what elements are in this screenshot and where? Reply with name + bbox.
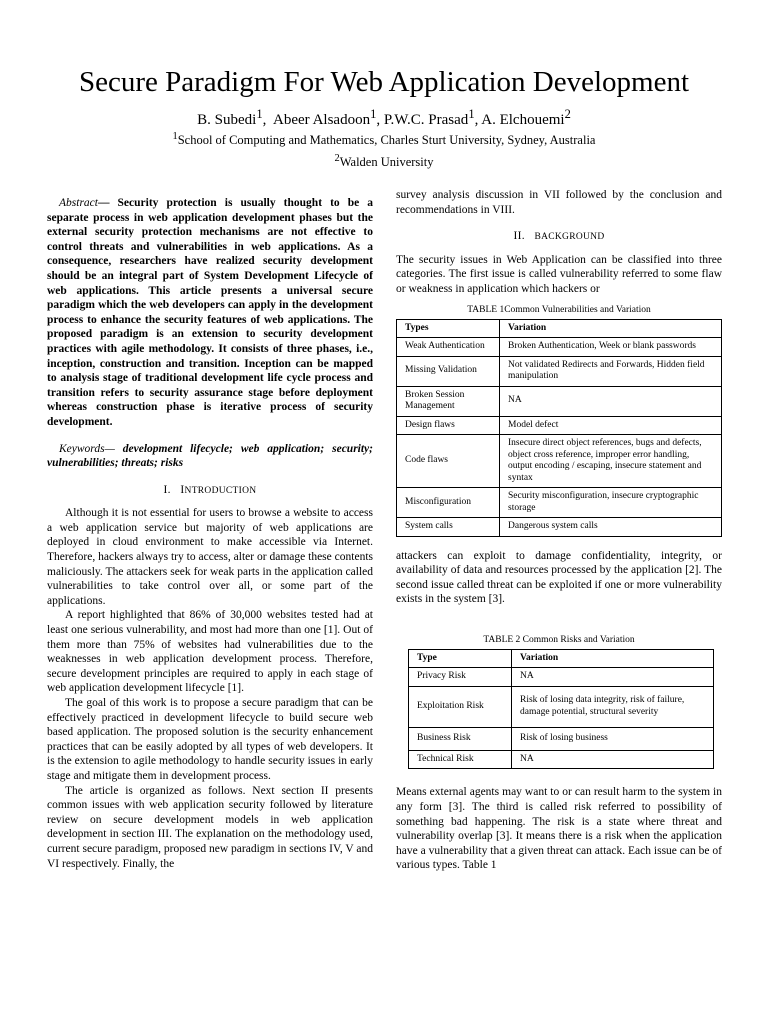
abstract-dash: — xyxy=(97,197,110,209)
paragraph: The goal of this work is to propose a secure paradigm that can be effectively practiced in development lifecycle to build secure web based application. The proposed solution is the security enhancement practices that can be easily adopted by all types of web developers. It is the extension to agile methodology to handle security issues in early stage and mitigate them in development process. xyxy=(47,697,373,782)
keywords-lead: Keywords— xyxy=(59,442,115,455)
abstract xyxy=(47,196,373,430)
table-cell: NA xyxy=(512,750,714,769)
affil-mark: 2 xyxy=(334,153,340,164)
table-cell: Security misconfiguration, insecure cryptographic storage xyxy=(500,488,722,518)
table-row xyxy=(397,435,722,488)
affil-text: School of Computing and Mathematics, Charles Sturt University, Sydney, Australia xyxy=(177,133,596,148)
abstract-lead: Abstract xyxy=(59,197,98,209)
table-cell: System calls xyxy=(397,518,500,537)
table-cell: Technical Risk xyxy=(409,750,512,769)
paper-title: Secure Paradigm For Web Application Development xyxy=(78,66,690,98)
table-header-cell: Variation xyxy=(500,319,722,338)
right-column xyxy=(396,188,722,873)
section-heading-background: II. BACKGROUND xyxy=(513,230,605,243)
paragraph: The article is organized as follows. Next section II presents common issues with web application security followed by literature review on secure development models in web application development in section III. The explanation on the methodology used, current secure paradigm, proposed new paradigm in sections IV, V and VI respectively. Finally, the xyxy=(47,784,373,870)
table-row xyxy=(397,488,722,518)
author-name: B. Subedi xyxy=(197,112,257,128)
author-affil-mark: 1 xyxy=(468,107,475,121)
table-cell: Exploitation Risk xyxy=(409,686,512,727)
table-cell: Weak Authentication xyxy=(397,338,500,357)
author-name: A. Elchouemi xyxy=(481,112,565,128)
table-cell: Broken Session Management xyxy=(397,386,500,416)
left-column xyxy=(47,196,373,871)
table-header-cell: Variation xyxy=(512,649,714,668)
author-name: P.W.C. Prasad xyxy=(383,112,469,128)
section-heading-introduction: I. INTRODUCTION xyxy=(163,483,257,496)
table-cell: Code flaws xyxy=(397,435,500,488)
affiliation-1 xyxy=(0,129,768,148)
table-1-vulnerabilities xyxy=(396,319,722,537)
table-cell: Dangerous system calls xyxy=(500,518,722,537)
author-affil-mark: 1 xyxy=(256,107,263,121)
paragraph: A report highlighted that 86% of 30,000 websites tested had at least one serious vulnerability, and most had more than one [1]. Out of them more than 75% of websites had vulnerabilities due to the weaknesses in web application development process. Therefore, secure development principles are required to apply in each stage of web application development lifecycle [1]. xyxy=(47,609,373,695)
table-row xyxy=(397,416,722,435)
table-cell: Privacy Risk xyxy=(409,668,512,687)
table-cell: Insecure direct object references, bugs and defects, object cross reference, improper error handling, output encoding / escaping, insecure statement and syntax xyxy=(500,435,722,488)
affil-mark: 1 xyxy=(172,131,178,142)
table-cell: Design flaws xyxy=(397,416,500,435)
table-cell: NA xyxy=(512,668,714,687)
author-affil-mark: 1 xyxy=(370,107,377,121)
table-row xyxy=(409,668,714,687)
table-row xyxy=(397,356,722,386)
affil-text: Walden University xyxy=(339,155,434,170)
keywords xyxy=(47,442,373,471)
table-row xyxy=(409,750,714,769)
table-1-caption: TABLE 1Common Vulnerabilities and Variation xyxy=(467,304,651,315)
table-row xyxy=(397,386,722,416)
affiliation-2 xyxy=(0,151,768,170)
author-list: B. Subedi$^1$, Abeer Alsadoon$^1$, P.W.C. Prasad$^1$, A. Elchouemi$^2$ xyxy=(197,107,571,128)
table-row xyxy=(397,338,722,357)
paragraph: attackers can exploit to damage confidentiality, integrity, or availability of data and resources processed by the application [2]. The second issue called threat can be exploited if one or more vulnerability exists in the system [3]. xyxy=(396,549,722,606)
table-header-row xyxy=(409,649,714,668)
keywords-text: development lifecycle; web application; security; vulnerabilities; threats; risks xyxy=(47,442,373,470)
table-header-cell: Type xyxy=(409,649,512,668)
author-affil-mark: 2 xyxy=(564,107,571,121)
table-cell: Risk of losing data integrity, risk of failure, damage potential, structural severity xyxy=(512,686,714,727)
paragraph: Means external agents may want to or can result harm to the system in any form [3]. The third is called risk referred to possibility of something bad happening. The risk is a state where threat and vulnerability overlap [3]. It means there is a risk when the application have a vulnerability that a given threat can attack. Each issue can be of various types. Table 1 xyxy=(396,786,722,872)
table-cell: Misconfiguration xyxy=(397,488,500,518)
table-cell: Missing Validation xyxy=(397,356,500,386)
table-row xyxy=(409,727,714,750)
table-cell: Risk of losing business xyxy=(512,727,714,750)
table-row xyxy=(397,518,722,537)
table-header-row xyxy=(397,319,722,338)
paragraph: The security issues in Web Application can be classified into three categories. The first issue is called vulnerability referred to some flaw or weakness in application which hackers or xyxy=(396,253,722,295)
author-name: Abeer Alsadoon xyxy=(273,112,371,128)
table-2-caption: TABLE 2 Common Risks and Variation xyxy=(483,634,635,645)
table-cell: Not validated Redirects and Forwards, Hidden field manipulation xyxy=(500,356,722,386)
paragraph-continuation: survey analysis discussion in VII followed by the conclusion and recommendations in VIII. xyxy=(396,189,722,216)
table-2-risks xyxy=(408,649,714,770)
table-cell: NA xyxy=(500,386,722,416)
paragraph: Although it is not essential for users to browse a website to access a web application service but majority of web applications are deployed in cloud environment to make accessible via Internet. Therefore, hackers always try to access, alter or damage these contents maliciously. The attackers seek for weak parts in the application called vulnerabilities to take control over all, or some part of the applications. xyxy=(47,507,373,607)
abstract-text: Security protection is usually thought to be a separate process in web application development phases but the external security protection mechanisms are not effective to control threats and vulnerabilities in web applications. As a consequence, researchers have realized security development should be an integral part of System Development Lifecycle of web applications. This article presents a universal secure paradigm which the web developers can apply in the development process to enhance the security features of web applications. The proposed paradigm is an extension to security development practices with agile methodology. It consists of three phases, i.e., inception, construction and transition. Inception can be mapped to analysis stage of traditional development life cycle process and transition refers to security assurance stage before deployment whereas construction phase is iterative process of security development. xyxy=(47,197,373,428)
table-cell: Model defect xyxy=(500,416,722,435)
table-cell: Broken Authentication, Week or blank passwords xyxy=(500,338,722,357)
table-header-cell: Types xyxy=(397,319,500,338)
table-cell: Business Risk xyxy=(409,727,512,750)
table-row xyxy=(409,686,714,727)
